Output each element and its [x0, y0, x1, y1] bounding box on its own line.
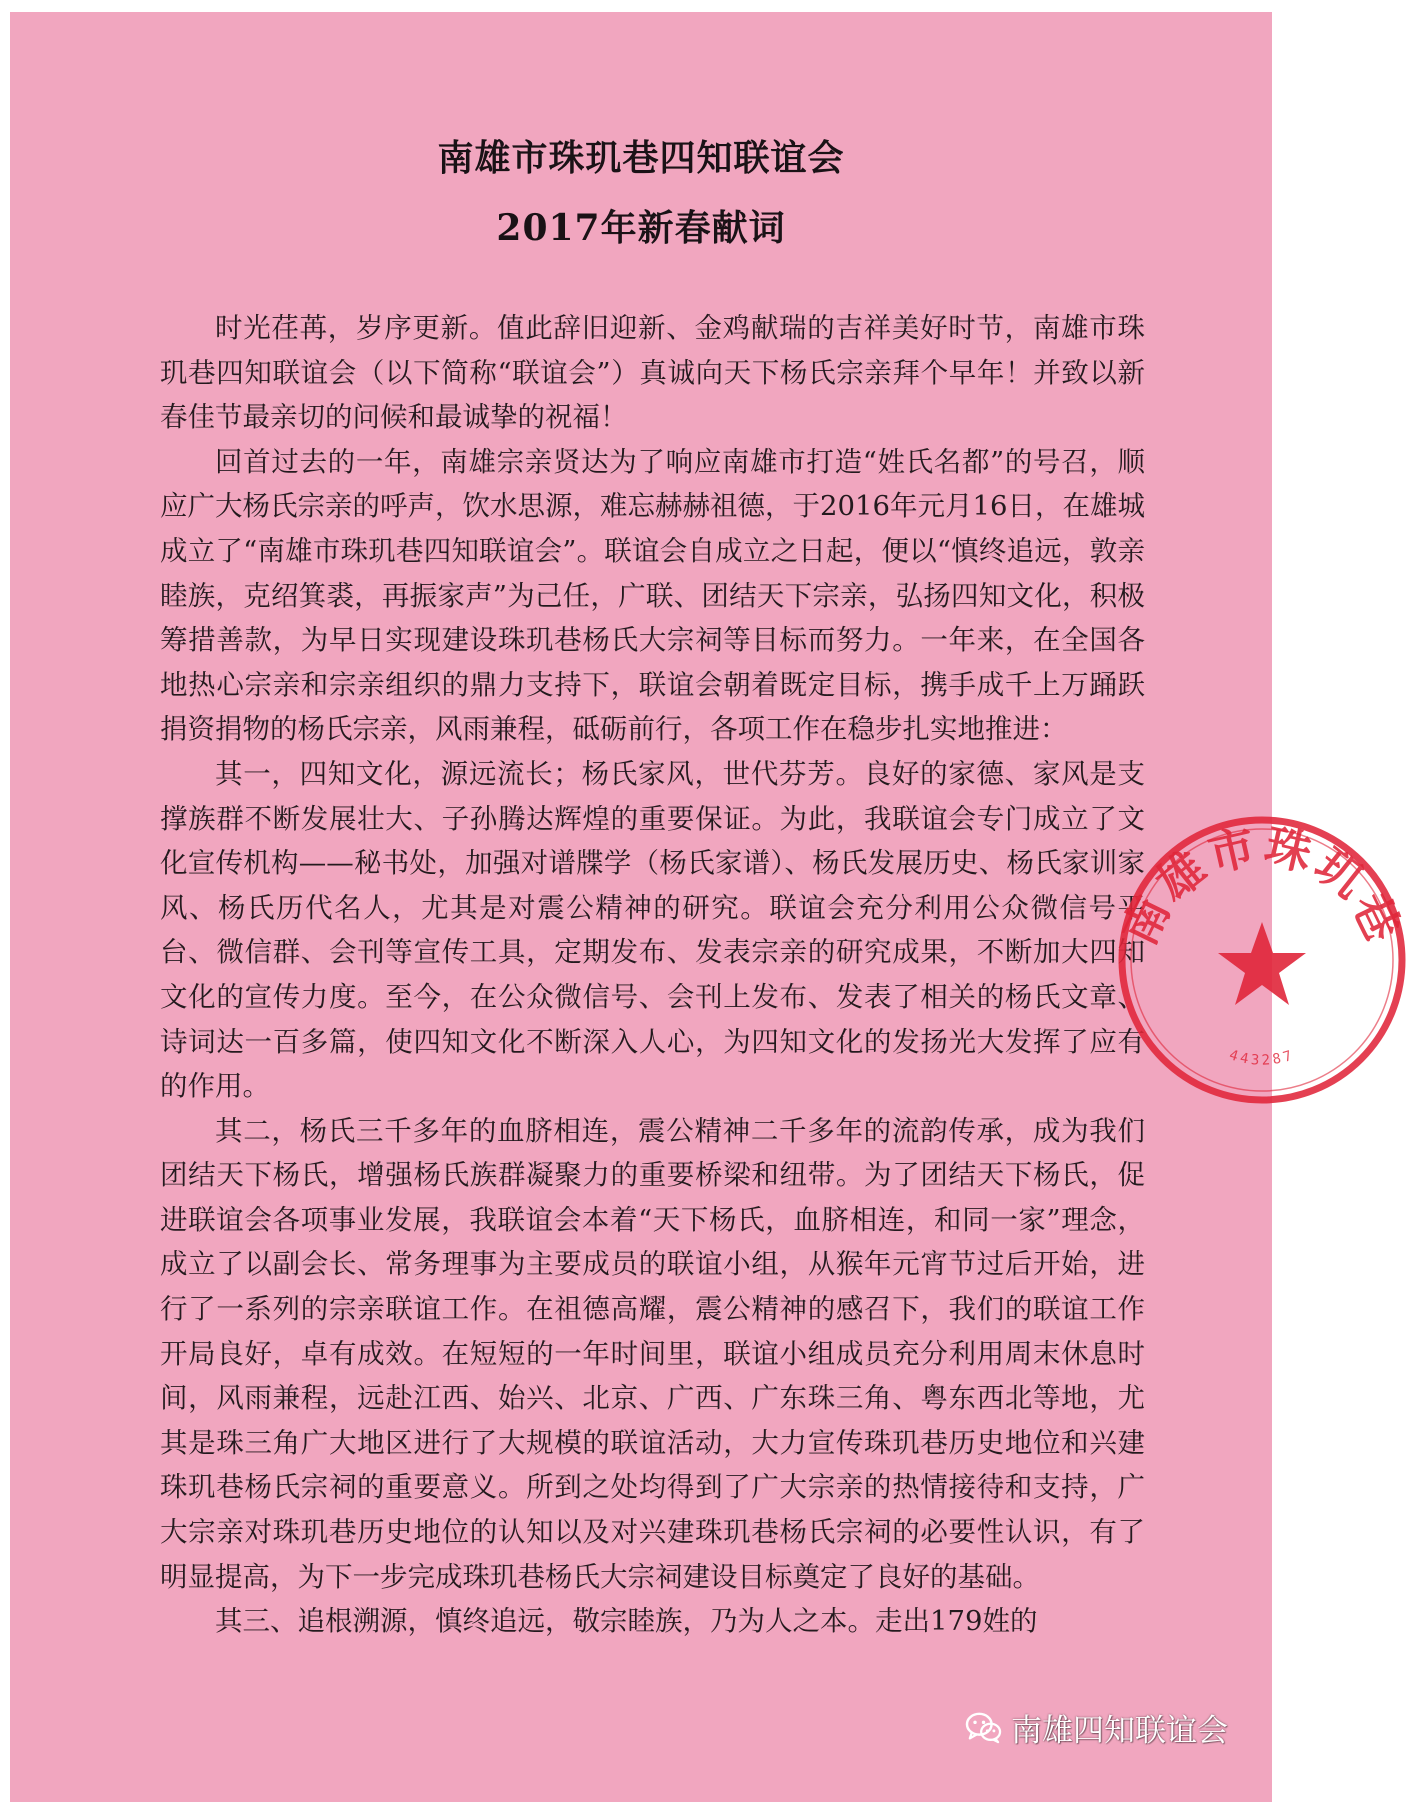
seal-text: 南雄市珠玑巷: [1112, 818, 1412, 954]
paragraph-point-3: 其三、追根溯源，慎终追远，敬宗睦族，乃为人之本。走出179姓的: [215, 1605, 1038, 1638]
seal-number: 443287: [1227, 1047, 1297, 1069]
document-subtitle: 2017年新春献词: [496, 207, 786, 249]
seal-star-icon: [1218, 922, 1306, 1005]
wechat-watermark: [965, 1705, 1228, 1750]
document-title: 南雄市珠玑巷四知联谊会: [437, 137, 845, 179]
pink-paper-sheet: [10, 12, 1272, 1802]
paragraph-point-2: 其二，杨氏三千多年的血脐相连，震公精神二千多年的流韵传承，成为我们团结天下杨氏，增强杨氏族群凝聚力的重要桥梁和纽带。为了团结天下杨氏，促进联谊会各项事业发展，我联谊会本着“天下杨氏，血脐相连，和同一家”理念，成立了以副会长、常务理事为主要成员的联谊小组，从猴年元宵节过后开始，进行了一系列的宗亲联谊工作。在祖德高耀，震公精神的感召下，我们的联谊工作开局良好，卓有成效。在短短的一年时间里，联谊小组成员充分利用周末休息时间，风雨兼程，远赴江西、始兴、北京、广西、广东珠三角、粤东西北等地，尤其是珠三角广大地区进行了大规模的联谊活动，大力宣传珠玑巷历史地位和兴建珠玑巷杨氏宗祠的重要意义。所到之处均得到了广大宗亲的热情接待和支持，广大宗亲对珠玑巷历史地位的认知以及对兴建珠玑巷杨氏宗祠的必要性认识，有了明显提高，为下一步完成珠玑巷杨氏大宗祠建设目标奠定了良好的基础。: [160, 1114, 1145, 1593]
wechat-icon: [965, 1711, 1003, 1745]
paragraph-greeting: 时光荏苒，岁序更新。值此辞旧迎新、金鸡献瑞的吉祥美好时节，南雄市珠玑巷四知联谊会（以下简称“联谊会”）真诚向天下杨氏宗亲拜个早年！并致以新春佳节最亲切的问候和最诚挚的祝福！: [160, 312, 1145, 434]
official-red-seal: [1112, 810, 1412, 1110]
paragraph-review: 回首过去的一年，南雄宗亲贤达为了响应南雄市打造“姓氏名都”的号召，顺应广大杨氏宗亲的呼声，饮水思源，难忘赫赫祖德，于2016年元月16日，在雄城成立了“南雄市珠玑巷四知联谊会”。联谊会自成立之日起，便以“慎终追远，敦亲睦族，克绍箕裘，再振家声”为己任，广联、团结天下宗亲，弘扬四知文化，积极筹措善款，为早日实现建设珠玑巷杨氏大宗祠等目标而努力。一年来，在全国各地热心宗亲和宗亲组织的鼎力支持下，联谊会朝着既定目标，携手成千上万踊跃捐资捐物的杨氏宗亲，风雨兼程，砥砺前行，各项工作在稳步扎实地推进：: [160, 445, 1145, 746]
watermark-account-name: 南雄四知联谊会: [1011, 1713, 1228, 1749]
paragraph-point-1: 其一，四知文化，源远流长；杨氏家风，世代芬芳。良好的家德、家风是支撑族群不断发展壮大、子孙腾达辉煌的重要保证。为此，我联谊会专门成立了文化宣传机构——秘书处，加强对谱牒学（杨氏家谱）、杨氏发展历史、杨氏家训家风、杨氏历代名人，尤其是对震公精神的研究。联谊会充分利用公众微信号平台、微信群、会刊等宣传工具，定期发布、发表宗亲的研究成果，不断加大四知文化的宣传力度。至今，在公众微信号、会刊上发布、发表了相关的杨氏文章、诗词达一百多篇，使四知文化不断深入人心，为四知文化的发扬光大发挥了应有的作用。: [160, 757, 1145, 1103]
document-body: [160, 306, 1145, 1644]
